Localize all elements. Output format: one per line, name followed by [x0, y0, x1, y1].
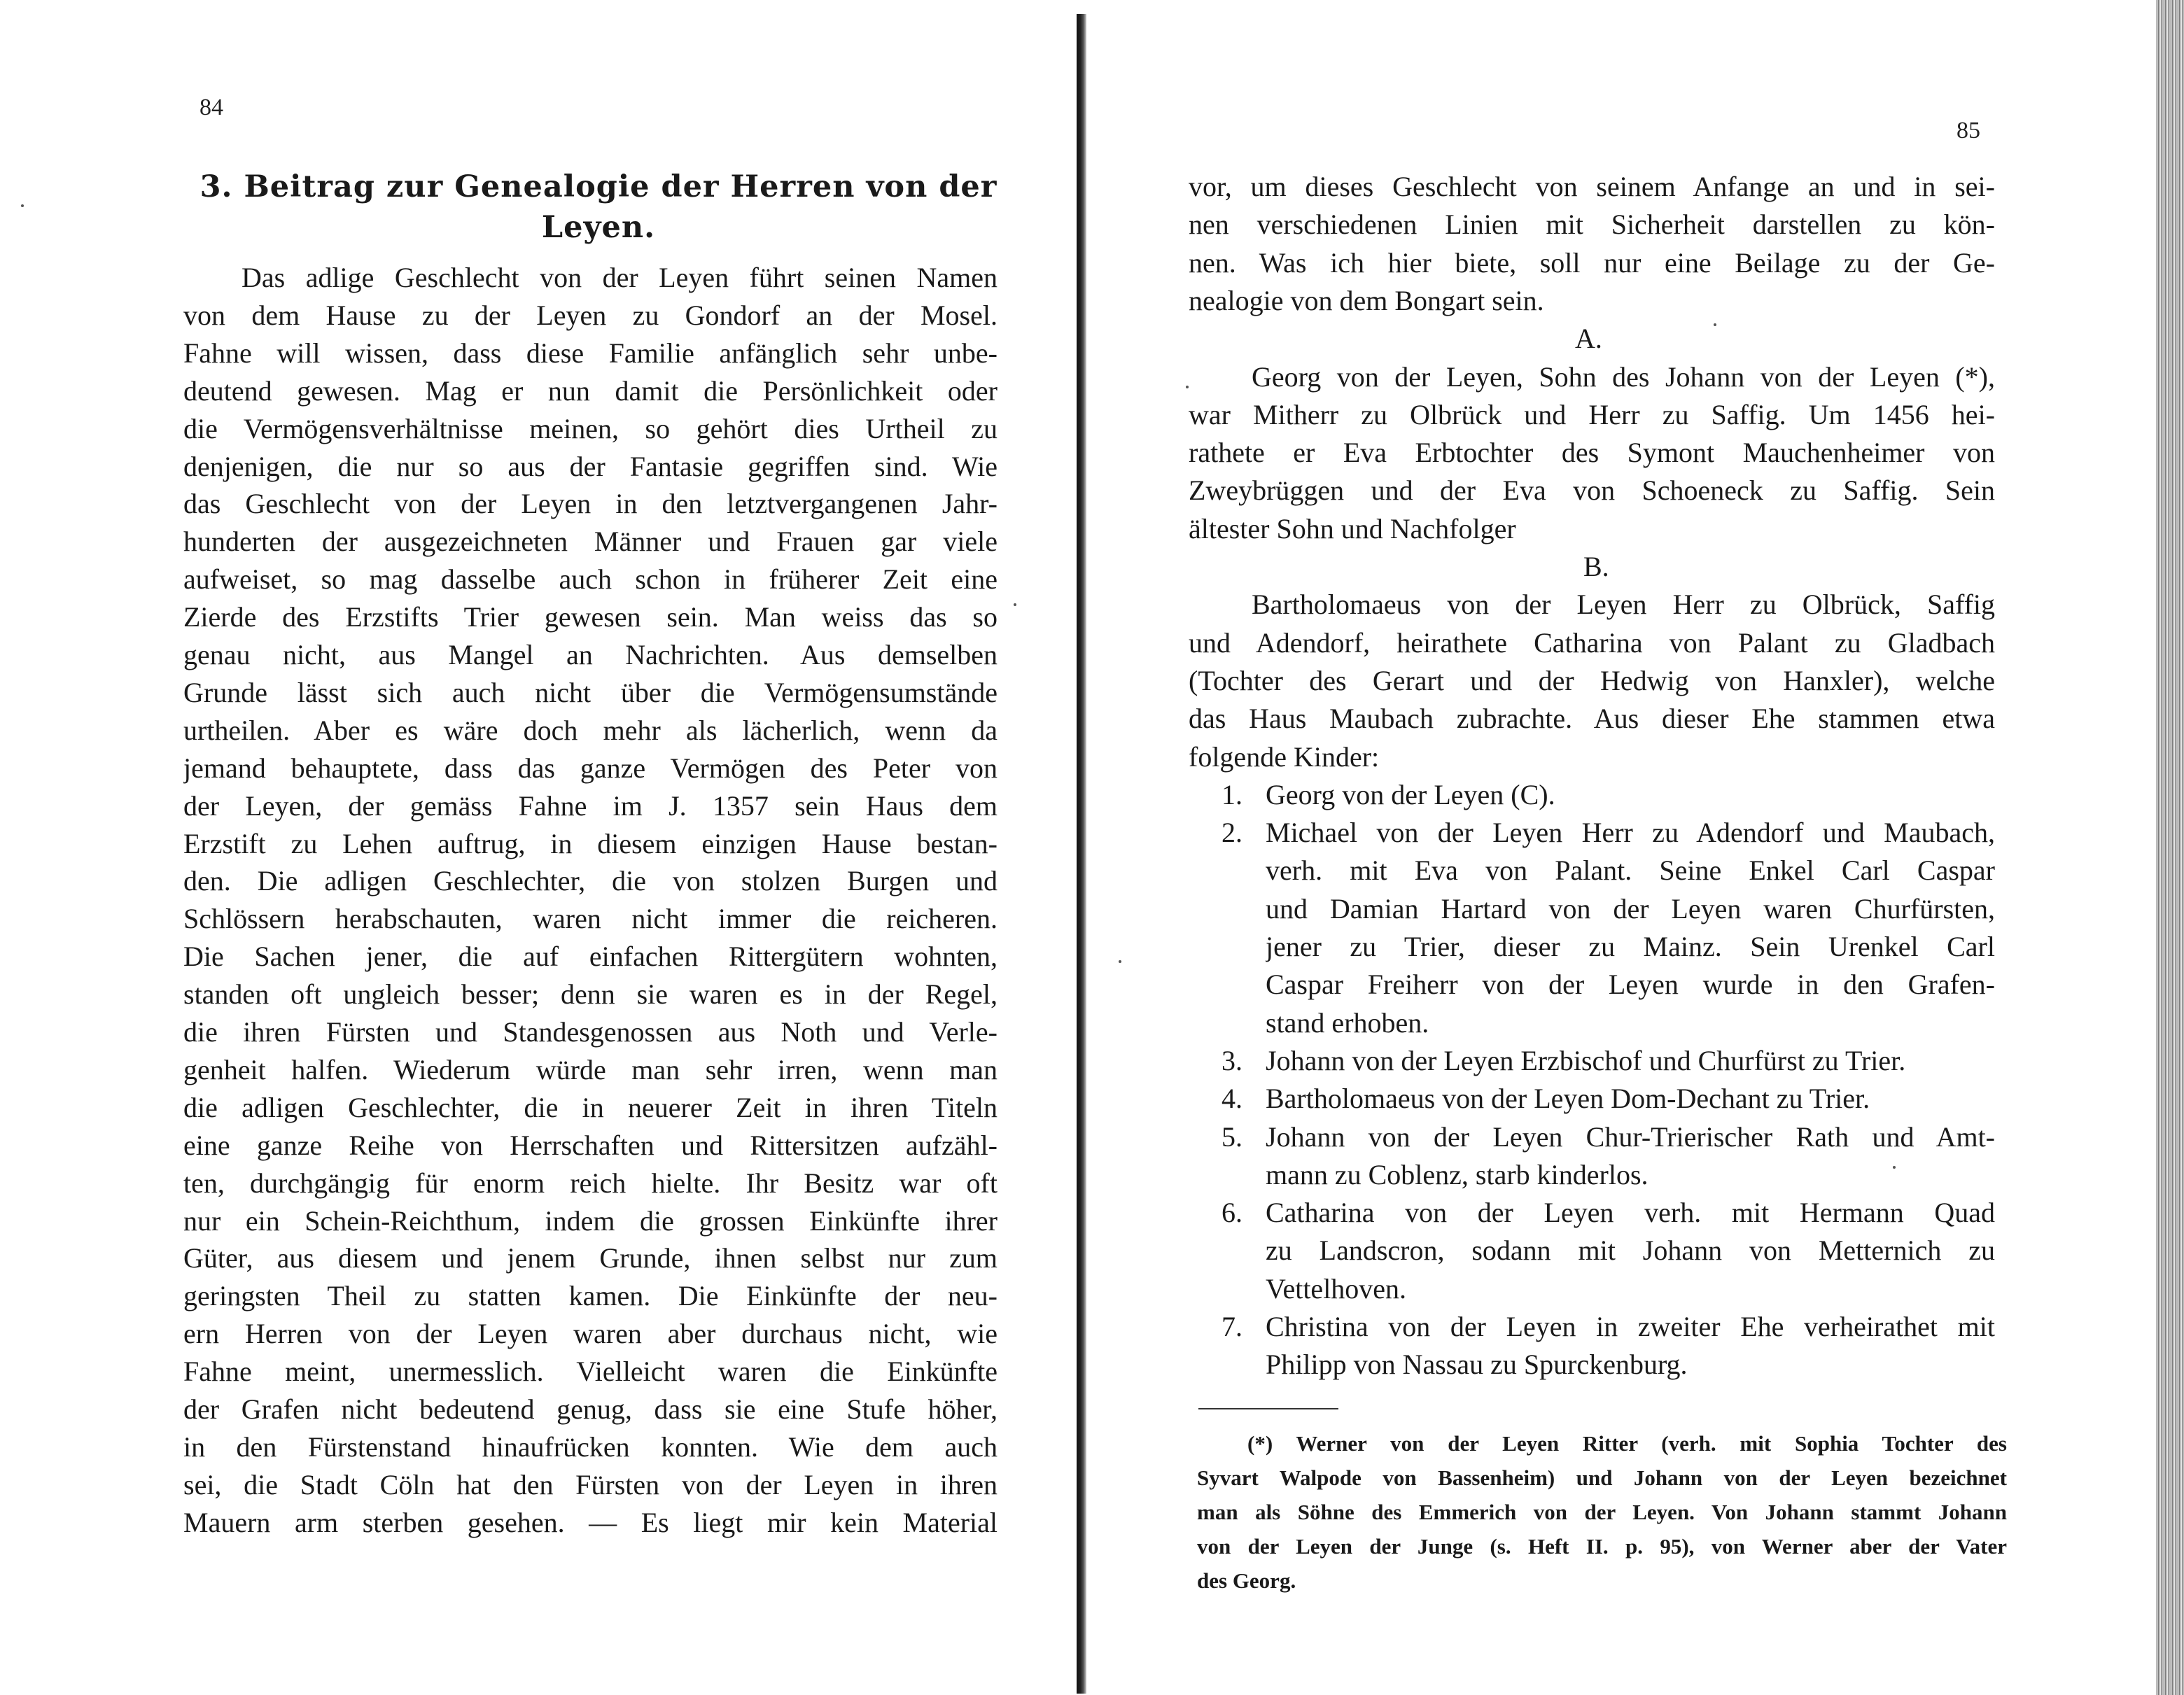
list-item-line: Michael von der Leyen Herr zu Adendorf und Maubach, [1266, 817, 1995, 849]
text-line-left: Zierde des Erzstifts Trier gewesen sein. Man weiss das so [183, 601, 997, 633]
text-line-left: die adligen Geschlechter, die in neuerer Zeit in ihren Titeln [183, 1091, 997, 1123]
text-line-right: (Tochter des Gerart und der Hedwig von Hanxler), welche [1189, 664, 1995, 696]
text-line-right: ältester Sohn und Nachfolger [1189, 512, 1516, 544]
text-line-left: Grunde lässt sich auch nicht über die Vermögensumstände [183, 676, 997, 708]
footnote-line: (*) Werner von der Leyen Ritter (verh. mit Sophia Tochter des [1247, 1431, 2007, 1456]
text-line-right: und Adendorf, heirathete Catharina von Palant zu Gladbach [1189, 626, 1995, 659]
list-number: 1. [1222, 778, 1242, 810]
list-item-line: jener zu Trier, dieser zu Mainz. Sein Urenkel Carl [1266, 931, 1995, 962]
text-line-left: der Grafen nicht bedeutend genug, dass sie eine Stufe höher, [183, 1393, 997, 1425]
text-line-left: Erzstift zu Lehen auftrug, in diesem einzigen Hause bestan- [183, 827, 997, 859]
text-line-left: standen oft ungleich besser; denn sie waren es in der Regel, [183, 978, 997, 1011]
footnote-line: man als Söhne des Emmerich von der Leyen. Von Johann stammt Johann [1197, 1500, 2007, 1524]
text-line-left: deutend gewesen. Mag er nun damit die Persönlichkeit oder [183, 374, 997, 407]
page-edge [2156, 0, 2184, 1695]
text-line-left: Das adlige Geschlecht von der Leyen führt seinen Namen [241, 262, 997, 293]
list-item-line: zu Landscron, sodann mit Johann von Metternich zu [1266, 1235, 1995, 1267]
text-line-left: genau nicht, aus Mangel an Nachrichten. Aus demselben [183, 639, 997, 670]
list-item-line: Caspar Freiherr von der Leyen wurde in den Grafen- [1266, 969, 1995, 1001]
scan-speck [1014, 603, 1016, 606]
text-line-left: Schlössern herabschauten, waren nicht immer die reicheren. [183, 903, 997, 935]
title-line-2: Leyen. [541, 210, 656, 245]
list-item-line: Bartholomaeus von der Leyen Dom-Dechant zu Trier. [1266, 1083, 1870, 1115]
text-line-left: aufweiset, so mag dasselbe auch schon in früherer Zeit eine [183, 563, 997, 596]
text-line-left: ern Herren von der Leyen waren aber durchaus nicht, wie [183, 1318, 997, 1350]
footnote-line: von der Leyen der Junge (s. Heft II. p. 95), von Werner aber der Vater [1197, 1534, 2007, 1559]
text-line-right: nealogie von dem Bongart sein. [1189, 284, 1544, 316]
text-line-left: Güter, aus diesem und jenem Grunde, ihnen selbst nur zum [183, 1242, 997, 1274]
list-item-line: Vettelhoven. [1266, 1272, 1407, 1304]
list-item-line: Christina von der Leyen in zweiter Ehe verheirathet mit [1266, 1311, 1995, 1342]
list-number: 2. [1222, 817, 1242, 849]
scan-speck [1714, 323, 1716, 326]
section-heading-b: B. [1583, 551, 1609, 582]
list-item-line: Johann von der Leyen Erzbischof und Churfürst zu Trier. [1266, 1044, 1906, 1076]
scan-speck [1186, 386, 1189, 388]
list-number: 4. [1222, 1083, 1242, 1115]
list-item-line: Philipp von Nassau zu Spurckenburg. [1266, 1349, 1688, 1381]
list-item-line: verh. mit Eva von Palant. Seine Enkel Carl Caspar [1266, 854, 1995, 887]
text-line-right: nen. Was ich hier biete, soll nur eine Beilage zu der Ge- [1189, 246, 1995, 279]
text-line-left: denjenigen, die nur so aus der Fantasie gegriffen sind. Wie [183, 450, 997, 482]
text-line-left: von dem Hause zu der Leyen zu Gondorf an der Mosel. [183, 299, 997, 331]
text-line-right: Georg von der Leyen, Sohn des Johann von der Leyen (*), [1252, 360, 1995, 393]
text-line-left: jemand behauptete, dass das ganze Vermögen des Peter von [183, 752, 997, 784]
book-gutter [1077, 14, 1086, 1694]
text-line-left: geringsten Theil zu statten kamen. Die Einkünfte der neu- [183, 1280, 997, 1312]
text-line-left: das Geschlecht von der Leyen in den letztvergangenen Jahr- [183, 488, 997, 520]
text-line-left: sei, die Stadt Cöln hat den Fürsten von der Leyen in ihren [183, 1468, 997, 1500]
list-item-line: stand erhoben. [1266, 1006, 1429, 1039]
text-line-left: genheit halfen. Wiederum würde man sehr irren, wenn man [183, 1053, 997, 1085]
text-line-right: folgende Kinder: [1189, 740, 1380, 773]
text-line-right: rathete er Eva Erbtochter des Symont Mauchenheimer von [1189, 437, 1995, 469]
footnote-line: Syvart Walpode von Bassenheim) und Johann von der Leyen bezeichnet [1197, 1465, 2007, 1490]
page-number-left: 84 [200, 94, 223, 120]
text-line-left: urtheilen. Aber es wäre doch mehr als lächerlich, wenn da [183, 714, 997, 746]
list-item-line: Catharina von der Leyen verh. mit Hermann Quad [1266, 1197, 1995, 1229]
text-line-left: Mauern arm sterben gesehen. — Es liegt mir kein Material [183, 1506, 997, 1538]
text-line-left: die ihren Fürsten und Standesgenossen aus Noth und Verle- [183, 1016, 997, 1048]
text-line-left: Die Sachen jener, die auf einfachen Rittergütern wohnten, [183, 941, 997, 973]
footnote-rule [1198, 1408, 1338, 1409]
text-line-left: Fahne meint, unermesslich. Vielleicht waren die Einkünfte [183, 1356, 997, 1388]
list-item-line: und Damian Hartard von der Leyen waren Churfürsten, [1266, 892, 1995, 924]
page-number-right: 85 [1956, 118, 1980, 143]
list-number: 3. [1222, 1044, 1242, 1076]
text-line-left: die Vermögensverhältnisse meinen, so gehört dies Urtheil zu [183, 412, 997, 444]
text-line-right: Bartholomaeus von der Leyen Herr zu Olbrück, Saffig [1252, 589, 1995, 621]
list-item-line: Georg von der Leyen (C). [1266, 778, 1555, 810]
list-number: 7. [1222, 1311, 1242, 1342]
article-title [196, 167, 1001, 248]
list-item-line: Johann von der Leyen Chur-Trierischer Rath und Amt- [1266, 1120, 1995, 1153]
scan-speck [1893, 1166, 1896, 1169]
section-heading-a: A. [1575, 323, 1602, 355]
text-line-right: vor, um dieses Geschlecht von seinem Anfange an und in sei- [1189, 171, 1995, 202]
text-line-right: das Haus Maubach zubrachte. Aus dieser Ehe stammen etwa [1189, 703, 1995, 735]
list-number: 6. [1222, 1197, 1242, 1229]
scan-speck [1119, 960, 1121, 963]
text-line-left: ten, durchgängig für enorm reich hielte. Ihr Besitz war oft [183, 1167, 997, 1199]
text-line-right: nen verschiedenen Linien mit Sicherheit darstellen zu kön- [1189, 209, 1995, 241]
text-line-left: nur ein Schein-Reichthum, indem die grossen Einkünfte ihrer [183, 1204, 997, 1237]
list-number: 5. [1222, 1120, 1242, 1153]
text-line-left: der Leyen, der gemäss Fahne im J. 1357 sein Haus dem [183, 789, 997, 822]
text-line-right: war Mitherr zu Olbrück und Herr zu Saffig. Um 1456 hei- [1189, 398, 1995, 430]
list-item-line: mann zu Coblenz, starb kinderlos. [1266, 1158, 1648, 1190]
text-line-left: in den Fürstenstand hinaufrücken konnten. Wie dem auch [183, 1430, 997, 1463]
text-line-left: eine ganze Reihe von Herrschaften und Rittersitzen aufzähl- [183, 1129, 997, 1161]
text-line-left: Fahne will wissen, dass diese Familie anfänglich sehr unbe- [183, 337, 997, 369]
scan-speck [21, 204, 24, 207]
text-line-left: hunderten der ausgezeichneten Männer und Frauen gar viele [183, 526, 997, 558]
text-line-right: Zweybrüggen und der Eva von Schoeneck zu Saffig. Sein [1189, 474, 1995, 507]
text-line-left: den. Die adligen Geschlechter, die von stolzen Burgen und [183, 865, 997, 897]
footnote-line: des Georg. [1197, 1568, 1296, 1593]
title-line-1: 3. Beitrag zur Genealogie der Herren von der [200, 169, 997, 204]
